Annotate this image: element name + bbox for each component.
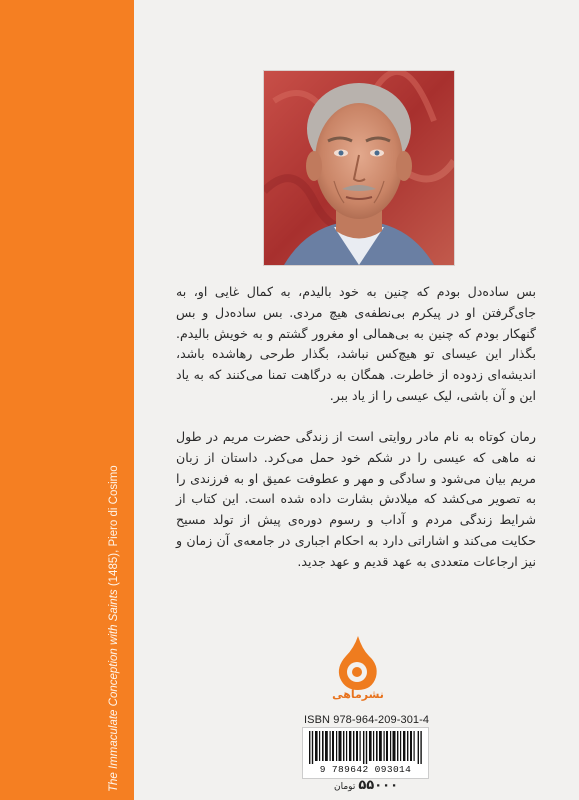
price xyxy=(334,778,398,793)
isbn-number: ISBN 978-964-209-301-4 xyxy=(304,714,430,726)
fish-drop-logo-icon xyxy=(332,634,382,692)
barcode xyxy=(302,727,429,779)
cover-art-credit xyxy=(108,465,120,792)
publisher-name: نشرماهی xyxy=(332,688,384,701)
author-photo xyxy=(263,70,455,266)
painting-credit: (1485), Piero di Cosimo xyxy=(108,465,120,590)
painting-title: The Immaculate Conception with Saints xyxy=(108,589,120,792)
book-summary: رمان کوتاه به نام مادر روایتی است از زندگی حضرت مریم در طول نه ماهی که عیسی را در شکم خود حمل می‌کرد. داستان از زبان مریم بیان می‌شود و سادگی و مهر و عطوفت عمیق او به فرزندی را به تصویر می‌کشد که میلادش بشارت داده شده است. این کتاب از شرایط زندگی مردم و آداب و رسوم دوره‌ی پیش از تولد مسیح حکایت می‌کند و اشاراتی دارد به احکام اجباری در جامعه‌ی آن زمان و نیز ارجاعات متعددی به عهد قدیم و عهد جدید. xyxy=(176,429,536,569)
barcode-bars xyxy=(309,731,422,764)
price-amount: ۵۵۰۰۰ xyxy=(358,778,399,793)
price-currency: تومان xyxy=(334,782,356,792)
author-portrait-illustration xyxy=(264,71,454,265)
barcode-digits: 9 789642 093014 xyxy=(319,764,412,775)
poem-excerpt: بس ساده‌دل بودم که چنین به خود بالیدم، به کمال غایی او، به جای‌گرفتن او در پیکرم بی‌نطفه‌ی هیچ مردی. بس ساده‌دل و بس گنهکار بودم که چنین به بی‌همالی او مغرور گشتم و به خویش بالیدم. بگذار این عیسای تو هیچ‌کس نباشد، بگذار طرحی رهاشده باشد، اندیشه‌ای زدوده از خاطرت. همگان به درگاهت تمنا می‌کنند که به یاد این و آن باشی، لیک عیسی را از یاد ببر. xyxy=(176,284,536,403)
orange-spine xyxy=(0,0,134,800)
